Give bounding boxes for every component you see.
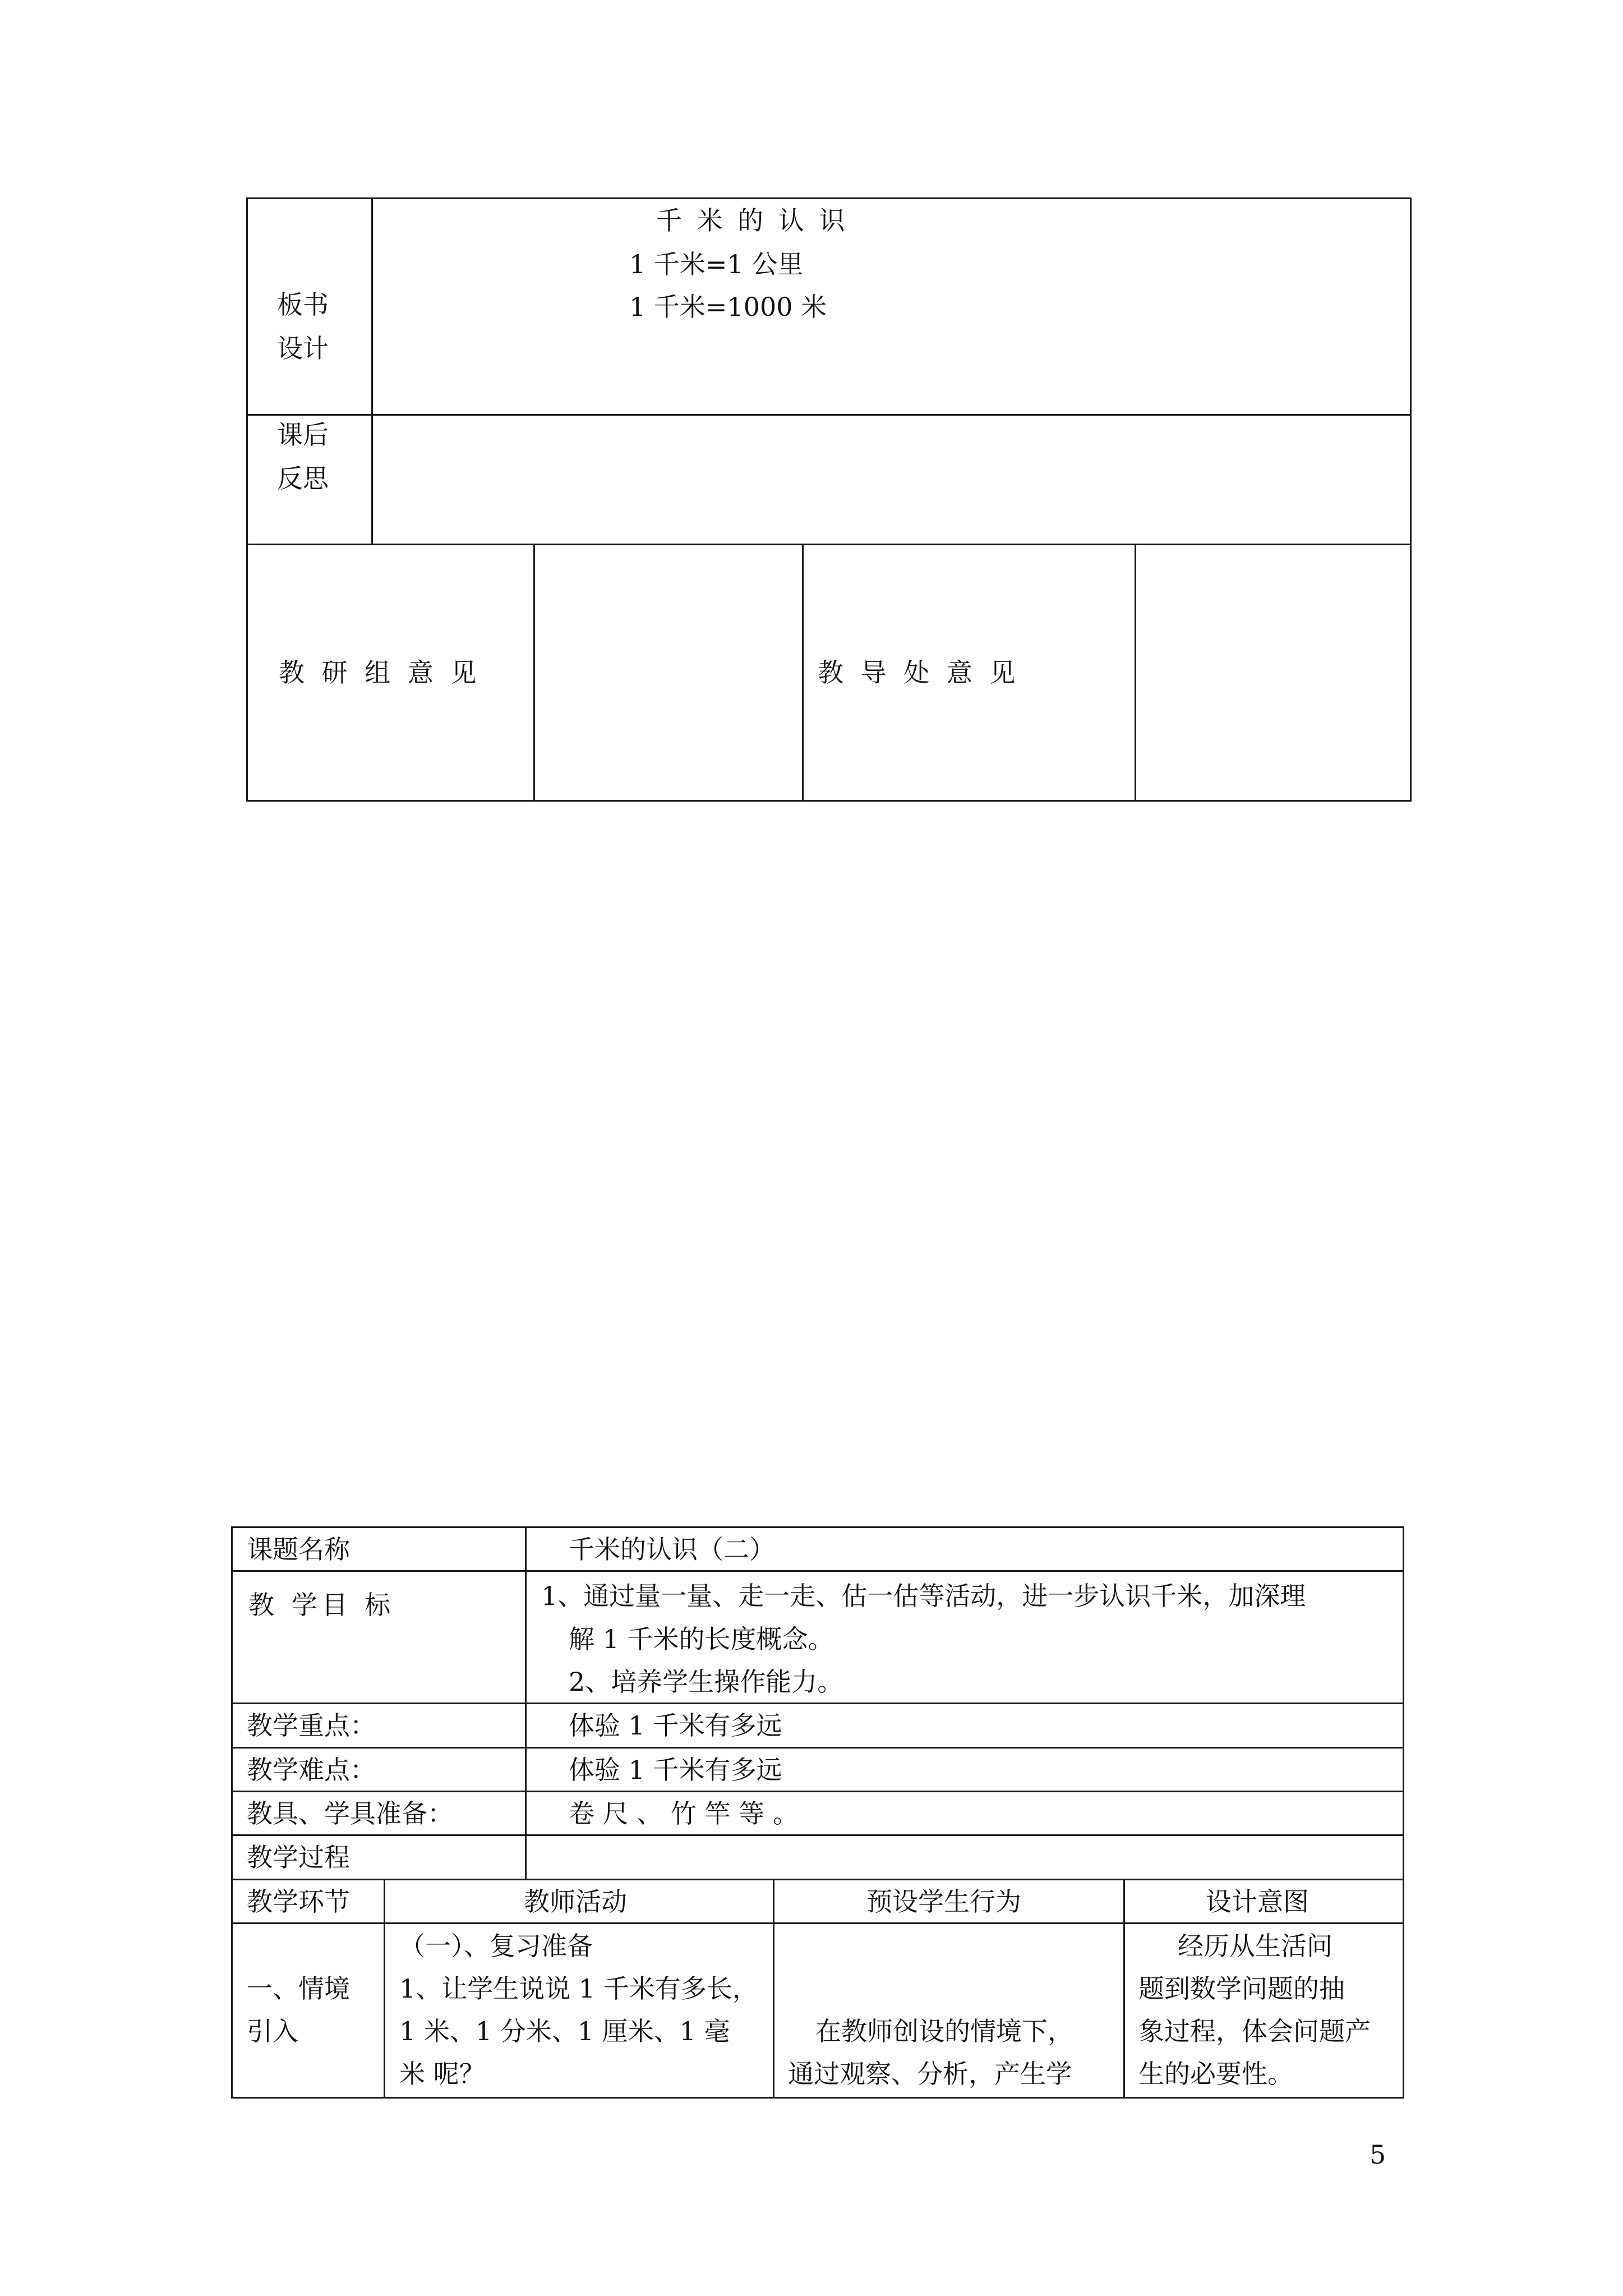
reflection-label-2: 反思 <box>277 463 329 494</box>
teacher-activity-line-2: 1、让学生说说 1 千米有多长， <box>399 1973 758 2004</box>
header-design-intent: 设计意图 <box>1206 1887 1309 1917</box>
board-formula-1: 1 千米=1 公里 <box>629 249 804 279</box>
topic-value: 千米的认识（二） <box>569 1534 775 1565</box>
stage-line-2: 引入 <box>247 2016 298 2046</box>
goal-line-1: 1、通过量一量、走一走、估一估等活动，进一步认识千米，加深理 <box>541 1581 1306 1611</box>
process-label: 教学过程 <box>247 1842 350 1872</box>
difficulty-value: 体验 1 千米有多远 <box>569 1755 782 1785</box>
teaching-office-opinion-label: 教 导 处 意 见 <box>818 657 1020 688</box>
design-intent-line-3: 象过程，体会问题产 <box>1138 2016 1371 2046</box>
board-title: 千 米 的 认 识 <box>656 205 849 236</box>
teacher-activity-line-1: （一）、复习准备 <box>399 1931 593 1961</box>
research-group-opinion-label: 教 研 组 意 见 <box>279 657 481 688</box>
key-point-label: 教学重点： <box>247 1710 376 1741</box>
goal-line-3: 2、培养学生操作能力。 <box>569 1667 843 1697</box>
student-behavior-line-1: 在教师创设的情境下， <box>815 2016 1073 2046</box>
header-teacher-activity: 教师活动 <box>524 1887 627 1917</box>
header-student-behavior: 预设学生行为 <box>866 1887 1021 1917</box>
reflection-label-1: 课后 <box>277 420 329 450</box>
design-intent-line-1: 经历从生活问 <box>1178 1931 1332 1961</box>
difficulty-label: 教学难点： <box>247 1755 376 1785</box>
design-intent-line-2: 题到数学问题的抽 <box>1138 1973 1345 2004</box>
board-design-label-2: 设计 <box>277 333 329 364</box>
design-intent-line-4: 生的必要性。 <box>1138 2059 1293 2089</box>
stage-line-1: 一、情境 <box>247 1973 350 2004</box>
page-number: 5 <box>1370 2139 1386 2170</box>
goal-line-2: 解 1 千米的长度概念。 <box>569 1624 834 1654</box>
teacher-activity-line-4: 米 呢？ <box>399 2059 485 2089</box>
tools-label: 教具、学具准备： <box>247 1798 453 1829</box>
teacher-activity-line-3: 1 米、1 分米、1 厘米、1 毫 <box>399 2016 730 2046</box>
student-behavior-line-2: 通过观察、分析，产生学 <box>788 2059 1072 2089</box>
header-stage: 教学环节 <box>247 1887 350 1917</box>
key-point-value: 体验 1 千米有多远 <box>569 1710 782 1741</box>
tools-value: 卷 尺 、 竹 竿 等 。 <box>569 1798 799 1829</box>
topic-label: 课题名称 <box>247 1534 350 1565</box>
board-formula-2: 1 千米=1000 米 <box>629 292 827 322</box>
goal-label: 教 学目 标 <box>248 1590 395 1620</box>
board-design-label-1: 板书 <box>277 289 329 320</box>
